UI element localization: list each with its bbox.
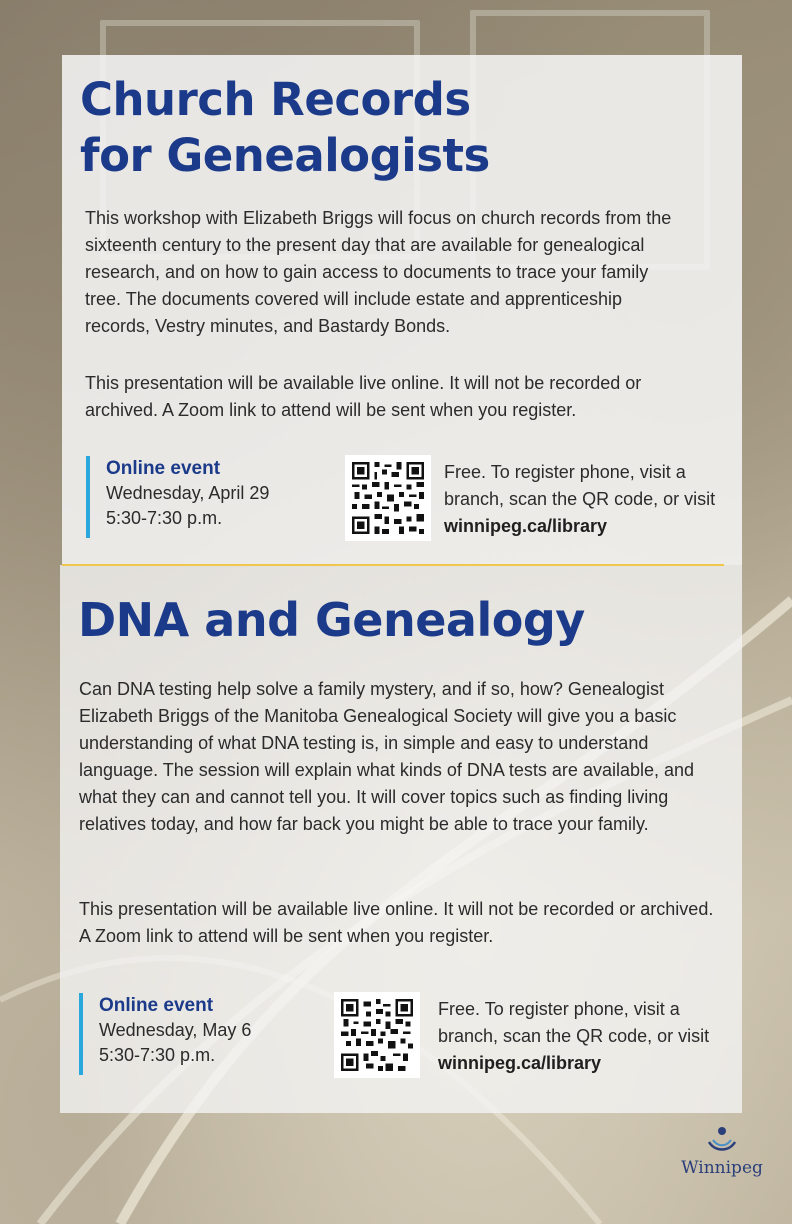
event1-register-info [444,459,724,540]
event2-register-info [438,996,718,1077]
section-divider [62,564,724,566]
event1-register-link[interactable]: winnipeg.ca/library [444,516,608,536]
event2-availability: This presentation will be available live online. It will not be recorded or archived. A Zoom link to attend will be sent when you register. [79,899,714,946]
event2-register-text: Free. To register phone, visit a branch, scan the QR code, or visit [438,999,710,1046]
event2-register-link[interactable]: winnipeg.ca/library [438,1053,602,1073]
event2-label: Online event [99,995,214,1016]
event2-qr-code[interactable] [334,992,420,1078]
event1-title-line2: for Genealogists [80,129,490,182]
qr-code-icon [352,462,424,534]
event1-time: 5:30-7:30 p.m. [106,508,223,528]
event2-details [79,993,251,1075]
qr-code-icon [341,999,413,1071]
event1-label: Online event [106,458,221,479]
winnipeg-logo [672,1122,772,1186]
event1-details [86,456,269,538]
event1-qr-code[interactable] [345,455,431,541]
event1-availability: This presentation will be available live online. It will not be recorded or archived. A Zoom link to attend will be sent when you register. [85,373,642,420]
event1-date: Wednesday, April 29 [106,483,270,503]
event2-description: Can DNA testing help solve a family mystery, and if so, how? Genealogist Elizabeth Briggs of the Manitoba Genealogical Society will give you a basic understanding of what DNA testing is, in simple and easy to understand language. The session will explain what kinds of DNA tests are available, and what they can and cannot tell you. It will cover topics such as finding living relatives today, and how far back you might be able to trace your family. [79,679,695,834]
event2-title: DNA and Genealogy [78,593,585,647]
event1-title-line1: Church Records [80,73,471,126]
event1-title [80,72,680,184]
event2-time: 5:30-7:30 p.m. [99,1045,216,1065]
event2-date: Wednesday, May 6 [99,1020,252,1040]
event1-description: This workshop with Elizabeth Briggs will focus on church records from the sixteenth century to the present day that are available for genealogical research, and on how to gain access to documents to trace your family tree. The documents covered will include estate and apprenticeship records, Vestry minutes, and Bastardy Bonds. [85,208,672,336]
event1-register-text: Free. To register phone, visit a branch, scan the QR code, or visit [444,462,716,509]
winnipeg-logo-icon [705,1122,739,1156]
logo-text: Winnipeg [681,1158,763,1178]
